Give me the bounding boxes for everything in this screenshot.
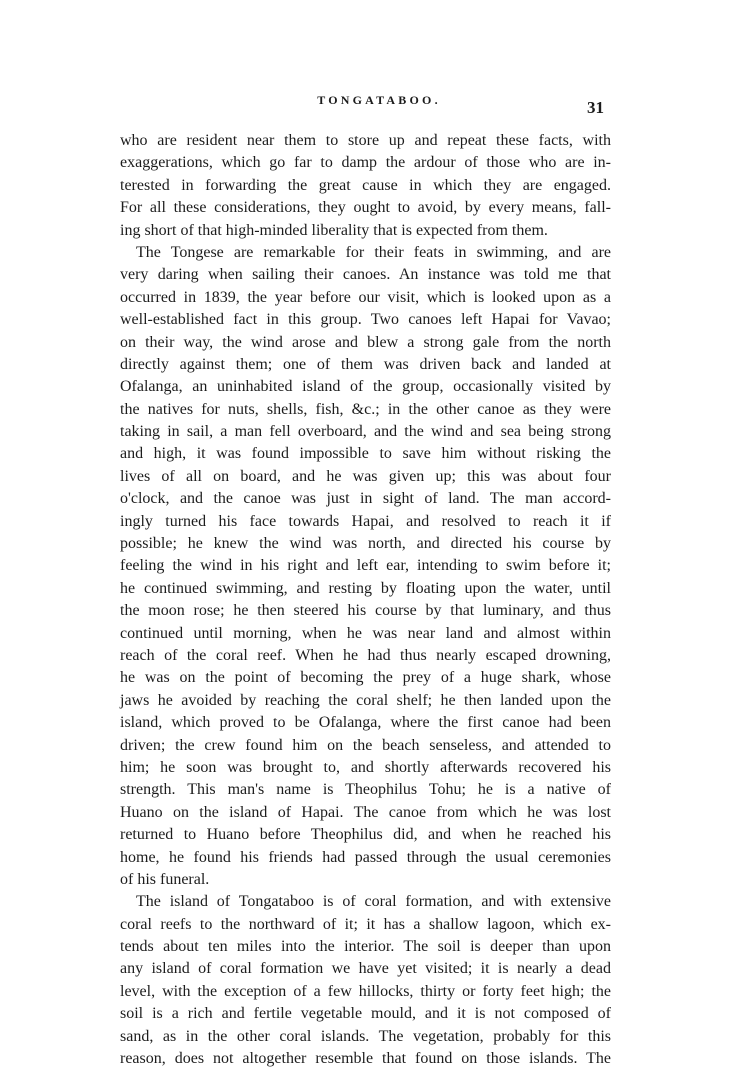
text-line: possible; he knew the wind was north, and directed his course by bbox=[120, 535, 611, 553]
text-line: he was on the point of becoming the prey of a huge shark, whose bbox=[120, 669, 611, 687]
text-line: returned to Huano before Theophilus did, and when he reached his bbox=[120, 826, 611, 844]
text-line: he continued swimming, and resting by floating upon the water, until bbox=[120, 579, 611, 597]
paragraph-2 bbox=[120, 242, 611, 891]
text-line: reason, does not altogether resemble that found on those islands. The bbox=[120, 1050, 611, 1068]
text-line: sand, as in the other coral islands. The vegetation, probably for this bbox=[120, 1027, 611, 1045]
text-line: lives of all on board, and he was given up; this was about four bbox=[120, 467, 611, 485]
text-line: terested in forwarding the great cause in which they are engaged. bbox=[120, 176, 611, 194]
text-line: and high, it was found impossible to save him without risking the bbox=[120, 445, 611, 463]
text-line: For all these considerations, they ought to avoid, by every means, fall- bbox=[120, 199, 611, 217]
text-line: very daring when sailing their canoes. An instance was told me that bbox=[120, 266, 611, 284]
text-line: driven; the crew found him on the beach senseless, and attended to bbox=[120, 736, 611, 754]
text-line: the moon rose; he then steered his course by that luminary, and thus bbox=[120, 602, 611, 620]
text-line: Ofalanga, an uninhabited island of the group, occasionally visited by bbox=[120, 378, 611, 396]
text-line: home, he found his friends had passed through the usual ceremonies bbox=[120, 848, 611, 866]
text-line: the natives for nuts, shells, fish, &c.; in the other canoe as they were bbox=[120, 400, 611, 418]
text-line: of his funeral. bbox=[120, 870, 210, 888]
text-line: Huano on the island of Hapai. The canoe from which he was lost bbox=[120, 803, 611, 821]
text-line: exaggerations, which go far to damp the ardour of those who are in- bbox=[120, 154, 611, 172]
paragraph-1 bbox=[120, 130, 611, 242]
text-line: strength. This man's name is Theophilus Tohu; he is a native of bbox=[120, 781, 611, 799]
text-line: occurred in 1839, the year before our visit, which is looked upon as a bbox=[120, 288, 611, 306]
text-line: ing short of that high-minded liberality that is expected from them. bbox=[120, 221, 548, 239]
text-line: on their way, the wind arose and blew a strong gale from the north bbox=[120, 333, 611, 351]
paragraph-3 bbox=[120, 891, 611, 1070]
text-line: coral reefs to the northward of it; it has a shallow lagoon, which ex- bbox=[120, 915, 611, 933]
text-line: island, which proved to be Ofalanga, where the first canoe had been bbox=[120, 714, 611, 732]
text-line: The island of Tongataboo is of coral formation, and with extensive bbox=[136, 893, 611, 911]
text-line: well-established fact in this group. Two canoes left Hapai for Vavao; bbox=[120, 311, 611, 329]
text-line: who are resident near them to store up and repeat these facts, with bbox=[120, 132, 611, 149]
text-line: level, with the exception of a few hillocks, thirty or forty feet high; the bbox=[120, 982, 611, 1000]
text-line: him; he soon was brought to, and shortly afterwards recovered his bbox=[120, 758, 611, 776]
text-line: jaws he avoided by reaching the coral shelf; he then landed upon the bbox=[120, 691, 611, 709]
running-title: TONGATABOO. bbox=[317, 93, 441, 107]
text-line: taking in sail, a man fell overboard, and the wind and sea being strong bbox=[120, 423, 611, 441]
text-line: soil is a rich and fertile vegetable mould, and it is not composed of bbox=[120, 1005, 611, 1023]
body-text bbox=[120, 130, 611, 1070]
text-line: reach of the coral reef. When he had thus nearly escaped drowning, bbox=[120, 646, 611, 664]
text-line: any island of coral formation we have yet visited; it is nearly a dead bbox=[120, 960, 611, 978]
text-line: o'clock, and the canoe was just in sight of land. The man accord- bbox=[120, 490, 611, 508]
text-line: feeling the wind in his right and left ear, intending to swim before it; bbox=[120, 557, 611, 575]
text-line: ingly turned his face towards Hapai, and resolved to reach it if bbox=[120, 512, 611, 530]
text-line: continued until morning, when he was near land and almost within bbox=[120, 624, 611, 642]
text-line: directly against them; one of them was driven back and landed at bbox=[120, 355, 611, 373]
text-line: The Tongese are remarkable for their feats in swimming, and are bbox=[136, 243, 611, 261]
page-number: 31 bbox=[587, 98, 604, 117]
text-line: tends about ten miles into the interior. The soil is deeper than upon bbox=[120, 938, 611, 956]
